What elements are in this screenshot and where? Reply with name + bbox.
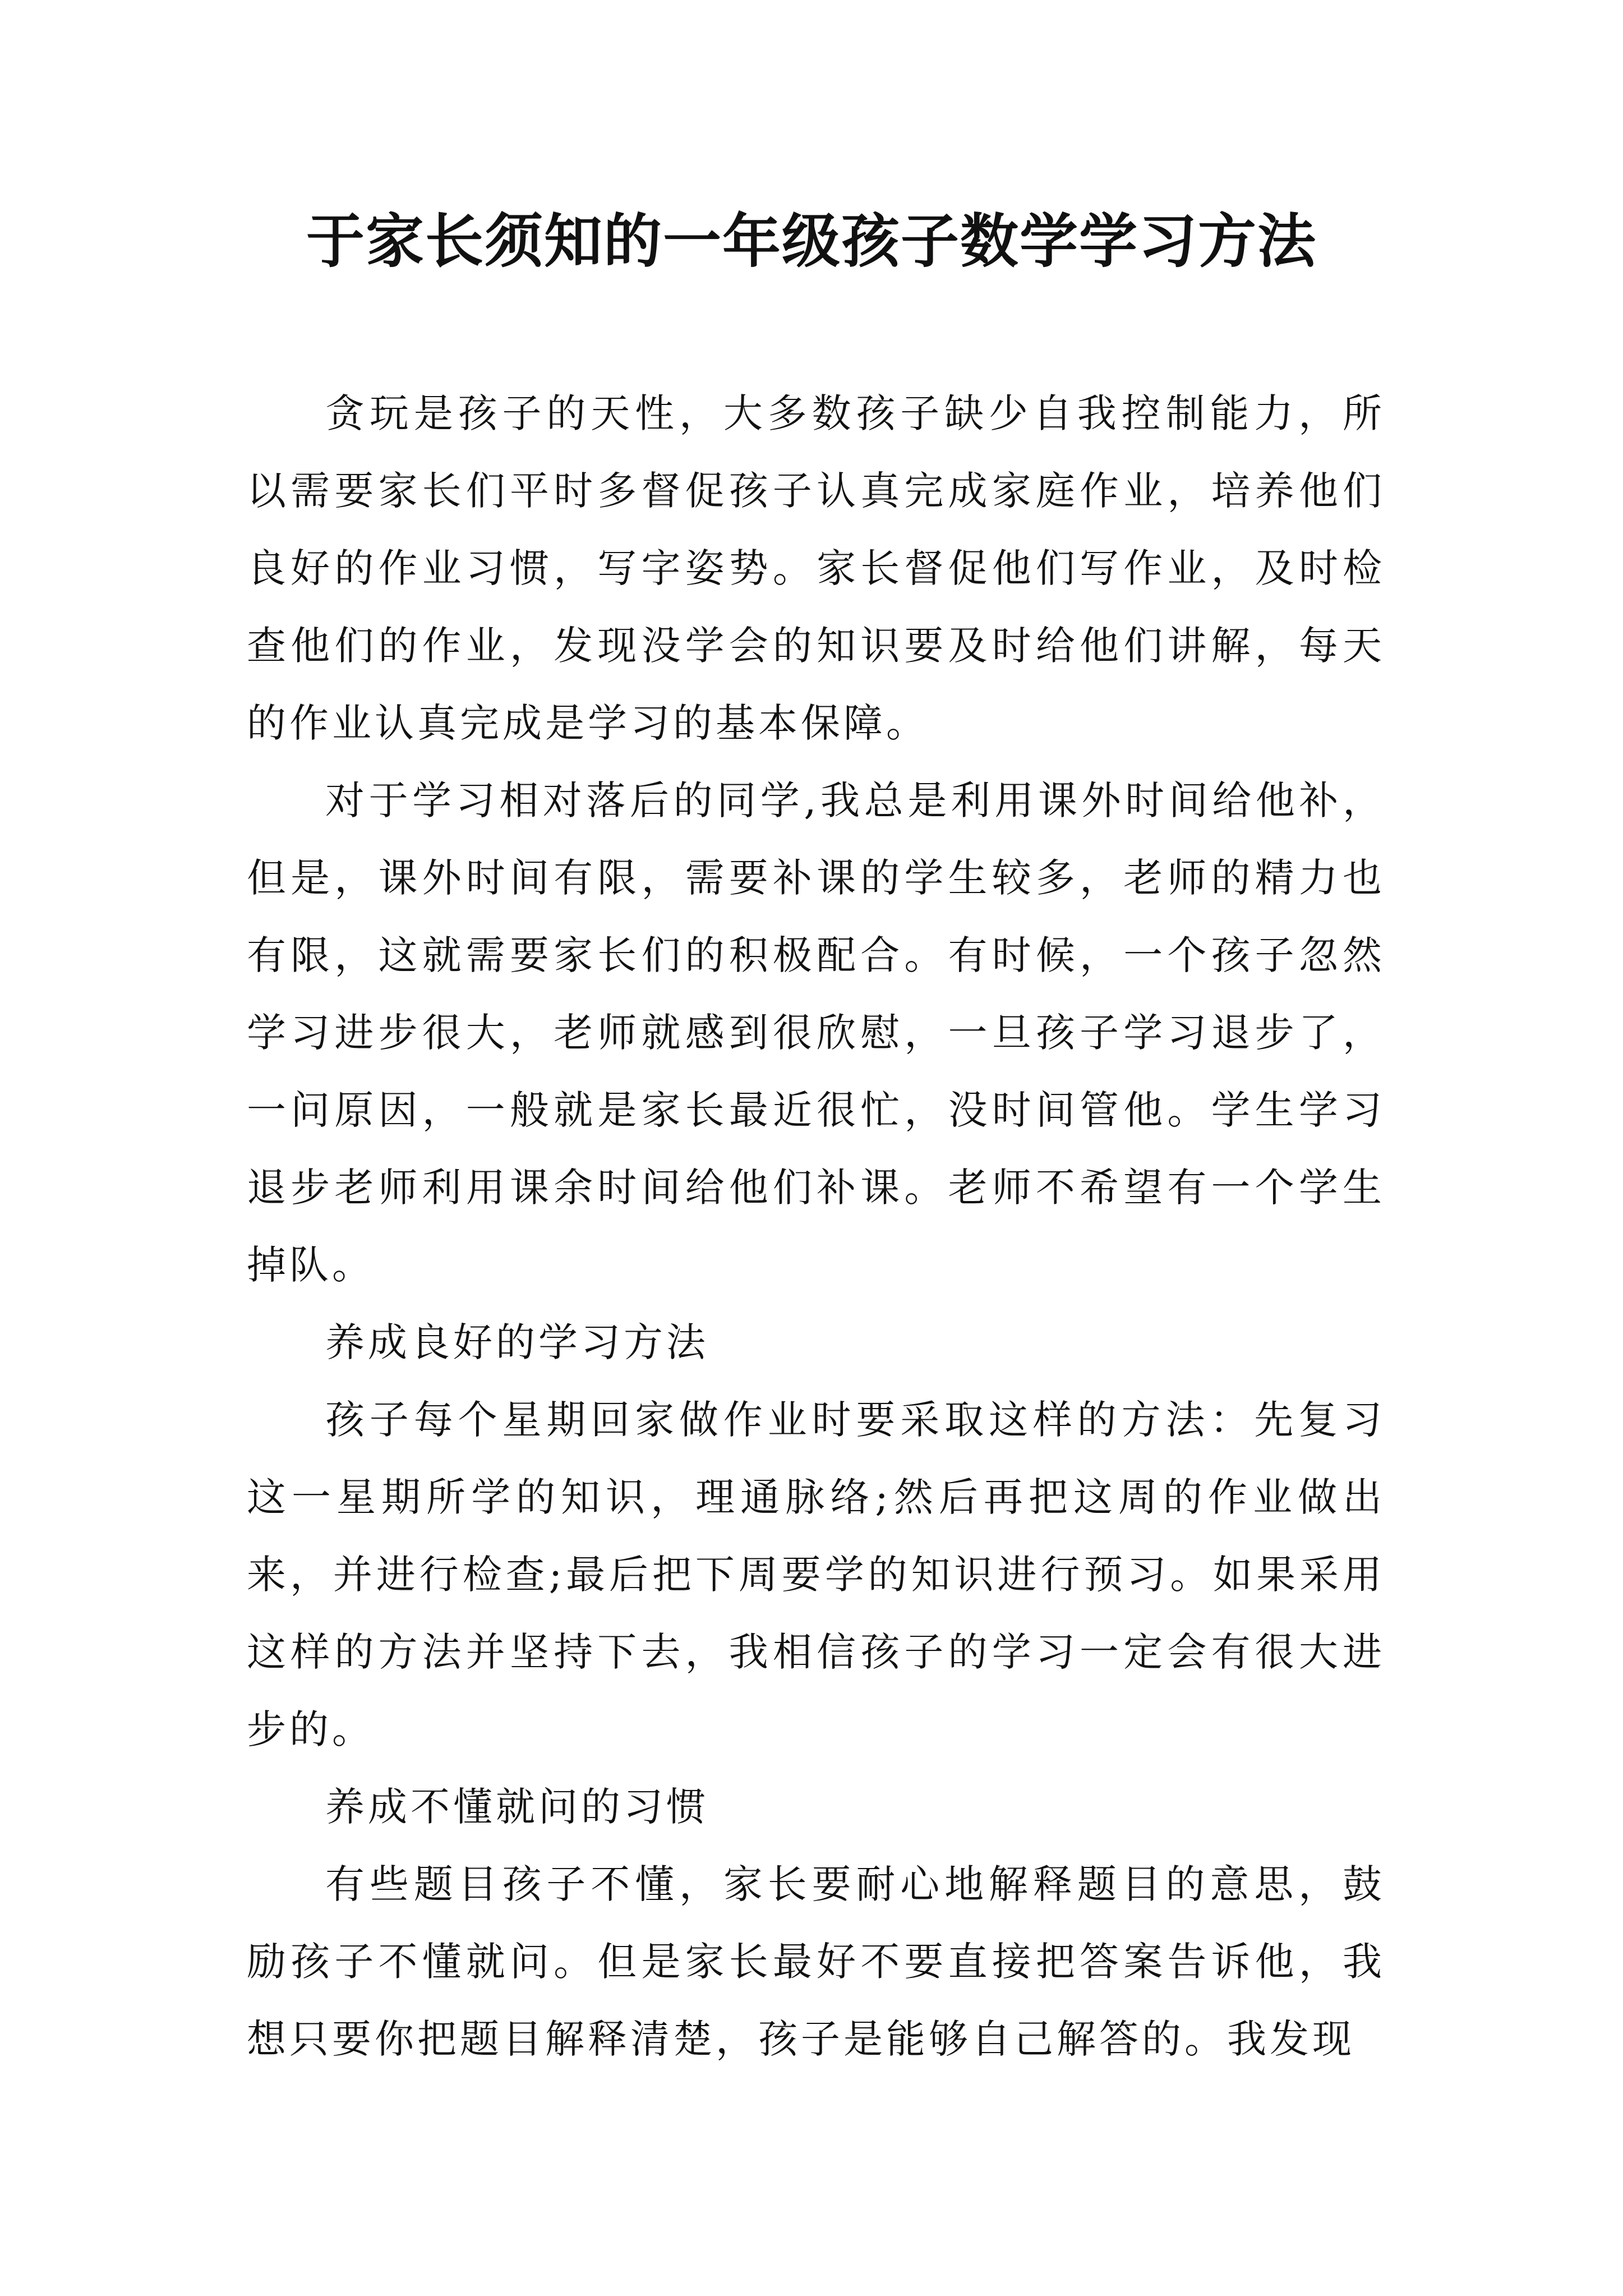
section-heading-ask-questions: 养成不懂就问的习惯: [325, 1784, 709, 1830]
paragraph-ask-questions: 有些题目孩子不懂，家长要耐心地解释题目的意思，鼓励孩子不懂就问。但是家长最好不要直接把答案告诉他，我想只要你把题目解释清楚，孩子是能够自己解答的。我发现: [247, 1861, 1385, 2062]
document-title: 于家长须知的一年级孩子数学学习方法: [306, 207, 1317, 275]
document-body: [247, 375, 1385, 2078]
section-heading-study-method: 养成良好的学习方法: [325, 1319, 709, 1365]
paragraph-weekly-review: 孩子每个星期回家做作业时要采取这样的方法：先复习这一星期所学的知识，理通脉络;然后再把这周的作业做出来，并进行检查;最后把下周要学的知识进行预习。如果采用这样的方法并坚持下去，我相信孩子的学习一定会有很大进步的。: [247, 1397, 1385, 1752]
paragraph-homework-supervision: 贪玩是孩子的天性，大多数孩子缺少自我控制能力，所以需要家长们平时多督促孩子认真完成家庭作业，培养他们良好的作业习惯，写字姿势。家长督促他们写作业，及时检查他们的作业，发现没学会的知识要及时给他们讲解，每天的作业认真完成是学习的基本保障。: [247, 390, 1385, 746]
paragraph-parent-cooperation: 对于学习相对落后的同学,我总是利用课外时间给他补，但是，课外时间有限，需要补课的学生较多，老师的精力也有限，这就需要家长们的积极配合。有时候，一个孩子忽然学习进步很大，老师就感到很欣慰，一旦孩子学习退步了，一问原因，一般就是家长最近很忙，没时间管他。学生学习退步老师利用课余时间给他们补课。老师不希望有一个学生掉队。: [247, 777, 1385, 1288]
